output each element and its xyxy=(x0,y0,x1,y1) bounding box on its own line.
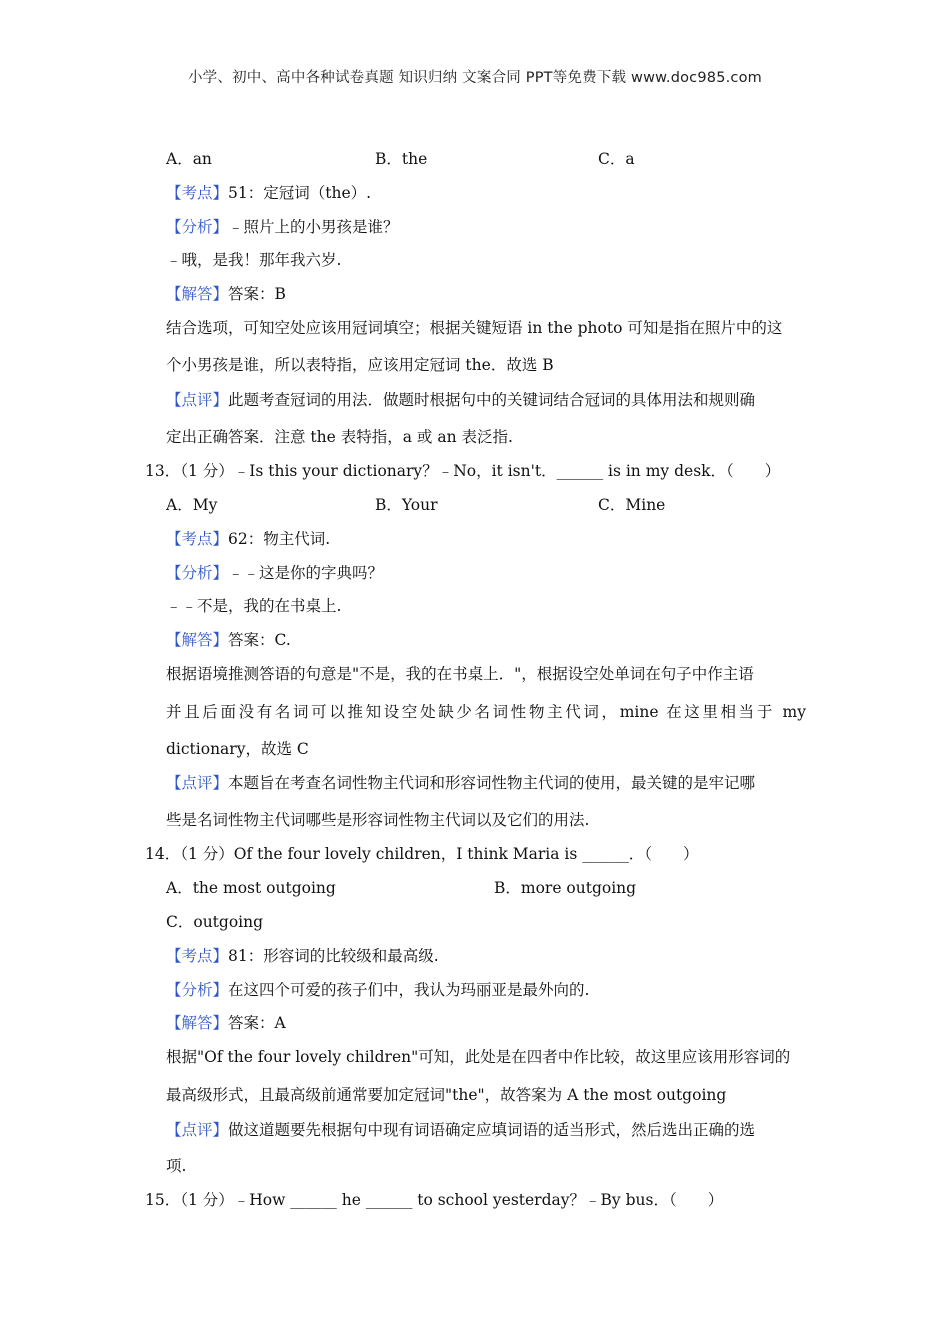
dianping-text-2: 定出正确答案．注意 the 表特指，a 或 an 表泛指. xyxy=(166,428,513,446)
question-15-stem: 15．（1 分）﹣How ______ he ______ to school yesterday？﹣By bus．（ ） xyxy=(145,1191,724,1209)
dianping-tag: 【点评】 xyxy=(166,1121,229,1139)
page-header: 小学、初中、高中各种试卷真题 知识归纳 文案合同 PPT等免费下载 www.doc985.com xyxy=(187,70,763,86)
kaodian-line xyxy=(166,529,330,549)
jieda-text: 答案：C. xyxy=(228,631,291,649)
jieda-text: 答案：A xyxy=(228,1014,286,1032)
fenxi-line xyxy=(166,217,399,237)
fenxi-line xyxy=(166,980,589,1000)
jieda-tag: 【解答】 xyxy=(166,1014,229,1032)
option-c: C．Mine xyxy=(598,496,666,514)
jieda-line xyxy=(166,1013,286,1033)
jieda-tag: 【解答】 xyxy=(166,285,229,303)
option-b: B．Your xyxy=(375,496,438,514)
fenxi-tag: 【分析】 xyxy=(166,981,229,999)
fenxi-text: ﹣照片上的小男孩是谁？ xyxy=(228,218,399,236)
dianping-tag: 【点评】 xyxy=(166,774,229,792)
jieda-body-2: 个小男孩是谁，所以表特指，应该用定冠词 the．故选 B xyxy=(166,356,554,374)
dianping-text-2: 项. xyxy=(166,1157,187,1175)
jieda-body-1: 根据"Of the four lovely children"可知，此处是在四者中作比较，故这里应该用形容词的 xyxy=(166,1048,791,1066)
dianping-text: 本题旨在考查名词性物主代词和形容词性物主代词的使用，最关键的是牢记哪 xyxy=(228,774,756,792)
option-c: C．a xyxy=(598,150,635,168)
option-b: B．the xyxy=(375,150,428,168)
question-14-stem: 14．（1 分）Of the four lovely children，I think Maria is ______．（ ） xyxy=(145,845,699,863)
jieda-body-3: dictionary，故选 C xyxy=(166,740,309,758)
option-a: A．the most outgoing xyxy=(166,879,336,897)
fenxi-tag: 【分析】 xyxy=(166,564,229,582)
fenxi-text-2: ﹣哦，是我！那年我六岁. xyxy=(166,251,342,269)
question-13-stem: 13．（1 分）﹣Is this your dictionary？﹣No，it isn't．______ is in my desk．（ ） xyxy=(145,462,781,480)
dianping-line xyxy=(166,1120,755,1140)
option-a: A．an xyxy=(166,150,212,168)
kaodian-tag: 【考点】 xyxy=(166,184,229,202)
jieda-body-1: 根据语境推测答语的句意是"不是，我的在书桌上．"，根据设空处单词在句子中作主语 xyxy=(166,665,754,683)
dianping-text: 做这道题要先根据句中现有词语确定应填词语的适当形式，然后选出正确的选 xyxy=(228,1121,756,1139)
kaodian-tag: 【考点】 xyxy=(166,947,229,965)
jieda-tag: 【解答】 xyxy=(166,631,229,649)
jieda-body-1: 结合选项，可知空处应该用冠词填空；根据关键短语 in the photo 可知是指在照片中的这 xyxy=(166,319,783,337)
dianping-text-2: 些是名词性物主代词哪些是形容词性物主代词以及它们的用法. xyxy=(166,811,590,829)
kaodian-tag: 【考点】 xyxy=(166,530,229,548)
jieda-body-2: 并且后面没有名词可以推知设空处缺少名词性物主代词，mine 在这里相当于 my xyxy=(166,703,806,721)
option-c: C．outgoing xyxy=(166,913,264,931)
fenxi-text: 在这四个可爱的孩子们中，我认为玛丽亚是最外向的. xyxy=(228,981,590,999)
dianping-line xyxy=(166,773,755,793)
fenxi-tag: 【分析】 xyxy=(166,218,229,236)
dianping-tag: 【点评】 xyxy=(166,391,229,409)
kaodian-line xyxy=(166,946,439,966)
kaodian-text: 81：形容词的比较级和最高级. xyxy=(228,947,439,965)
fenxi-text: ﹣﹣这是你的字典吗？ xyxy=(228,564,384,582)
jieda-line xyxy=(166,630,291,650)
jieda-line xyxy=(166,284,286,304)
option-a: A．My xyxy=(166,496,218,514)
fenxi-text-2: ﹣﹣不是，我的在书桌上. xyxy=(166,597,342,615)
kaodian-text: 51：定冠词（the）. xyxy=(228,184,372,202)
kaodian-text: 62：物主代词. xyxy=(228,530,331,548)
dianping-line xyxy=(166,390,755,410)
fenxi-line xyxy=(166,563,383,583)
jieda-body-2: 最高级形式，且最高级前通常要加定冠词"the"，故答案为 A the most outgoing xyxy=(166,1086,727,1104)
kaodian-line xyxy=(166,183,371,203)
option-b: B．more outgoing xyxy=(494,879,637,897)
dianping-text: 此题考查冠词的用法．做题时根据句中的关键词结合冠词的具体用法和规则确 xyxy=(228,391,756,409)
jieda-text: 答案：B xyxy=(228,285,286,303)
